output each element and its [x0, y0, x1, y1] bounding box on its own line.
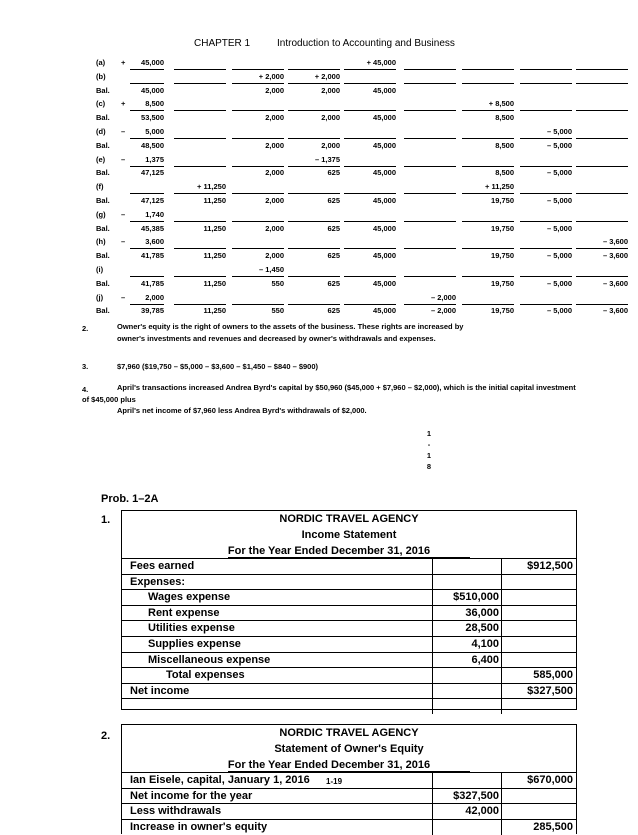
ledger-cell: [520, 293, 572, 305]
ledger-cell: 47,125: [141, 196, 164, 205]
ledger-cell: [462, 86, 514, 97]
ledger-cell: [520, 58, 572, 70]
problem-title: Prob. 1–2A: [101, 493, 159, 505]
ledger-cell: – 3,600: [602, 278, 628, 288]
page-marker-char: -: [427, 440, 431, 449]
ledger-row-label: (j): [96, 292, 104, 302]
ledger-cell: 2,000: [265, 113, 284, 123]
ledger-cell: 39,785: [141, 306, 164, 316]
ledger-cell: – 1,450: [232, 265, 284, 277]
ledger-cell: 8,500: [495, 140, 514, 150]
ledger-cell: 19,750: [491, 196, 514, 205]
ledger-cell: [404, 168, 456, 179]
ledger-cell: 3,600: [130, 237, 164, 249]
statement-row-label: Total expenses: [166, 669, 245, 682]
ledger-row-label: Bal.: [96, 140, 110, 150]
ledger-cell: [174, 237, 226, 249]
ledger-row-label: (b): [96, 71, 106, 81]
ledger-cell: [576, 210, 628, 222]
income-statement-number: 1.: [101, 514, 111, 526]
ledger-cell: [344, 155, 396, 167]
statement-amount-column-2: [501, 637, 576, 652]
statement-amount-column-2: [501, 575, 576, 590]
note-4-number: 4.: [82, 385, 89, 394]
note-4-text-a: April's transactions increased Andrea Byrd's capital by $50,960 ($45,000 + $7,960 – $2,000), which is the initial capital investment of $45,000 plus: [82, 383, 576, 404]
ledger-cell: + 8,500: [462, 99, 514, 111]
statement-amount-column-1: [432, 684, 502, 699]
ledger-cell: – 5,000: [546, 251, 572, 261]
ledger-row-sign: +: [121, 99, 126, 109]
ledger-cell: [174, 72, 226, 84]
ledger-cell: 1,740: [130, 210, 164, 222]
ledger-cell: [174, 86, 226, 97]
ledger-cell: [174, 265, 226, 277]
ledger-row-sign: –: [121, 209, 126, 219]
ledger-cell: 2,000: [265, 140, 284, 150]
owners-equity-period: [122, 759, 576, 771]
ledger-cell: 45,000: [373, 168, 396, 178]
ledger-cell: [404, 237, 456, 249]
ledger-row-sign: –: [121, 154, 126, 164]
ledger-cell: [130, 265, 164, 277]
statement-amount-column-2: [501, 590, 576, 605]
statement-amount-column-2: [501, 559, 576, 574]
statement-total: 285,500: [533, 820, 573, 833]
ledger-cell: [520, 182, 572, 194]
statement-row-label: Net income for the year: [130, 789, 253, 802]
statement-row-label: Utilities expense: [148, 622, 235, 635]
statement-amount-column-2: [501, 804, 576, 819]
statement-total: $912,500: [527, 560, 573, 572]
statement-amount-column-2: [501, 699, 576, 714]
ledger-cell: [520, 86, 572, 97]
ledger-cell: – 1,375: [288, 155, 340, 167]
ledger-cell: [174, 99, 226, 111]
ledger-cell: – 5,000: [546, 223, 572, 233]
note-3-number: 3.: [82, 362, 89, 371]
ledger-cell: – 3,600: [602, 306, 628, 316]
ledger-cell: [174, 293, 226, 305]
statement-amount: 4,100: [471, 638, 499, 650]
ledger-cell: [576, 113, 628, 124]
ledger-cell: 45,000: [373, 306, 396, 316]
ledger-cell: 11,250: [203, 251, 226, 261]
ledger-cell: [174, 168, 226, 179]
ledger-row-label: Bal.: [96, 223, 110, 233]
ledger-cell: 19,750: [491, 306, 514, 316]
ledger-cell: 550: [271, 306, 284, 316]
ledger-cell: + 11,250: [174, 182, 226, 194]
ledger-cell: 45,000: [373, 251, 396, 261]
ledger-cell: 625: [327, 223, 340, 233]
ledger-cell: [576, 168, 628, 179]
ledger-cell: 2,000: [265, 251, 284, 261]
page-marker-char: 1: [426, 451, 432, 460]
note-3-text: $7,960 ($19,750 – $5,000 – $3,600 – $1,450 – $840 – $900): [117, 362, 319, 371]
ledger-cell: – 5,000: [520, 127, 572, 139]
statement-row: [122, 589, 576, 605]
statement-amount-column-1: [432, 804, 502, 819]
owners-equity-statement: [121, 724, 577, 834]
ledger-cell: [174, 113, 226, 124]
statement-total: $670,000: [527, 774, 573, 786]
note-2-text: Owner's equity is the right of owners to the assets of the business. These rights are increased by owner's investments and revenues and decreased by owner's withdrawals and expenses.: [117, 322, 464, 343]
ledger-row-label: Bal.: [96, 168, 110, 178]
ledger-cell: [344, 72, 396, 84]
statement-amount-column-1: [432, 559, 502, 574]
ledger-cell: [576, 224, 628, 235]
statement-amount-column-1: [432, 820, 502, 835]
ledger-row-sign: +: [121, 58, 126, 67]
ledger-cell: – 5,000: [546, 278, 572, 288]
ledger-cell: 625: [327, 251, 340, 261]
ledger-cell: [404, 86, 456, 97]
statement-amount: 36,000: [465, 606, 499, 619]
statement-amount: 6,400: [471, 653, 499, 666]
ledger-cell: [288, 293, 340, 305]
ledger-cell: – 2,000: [404, 293, 456, 305]
ledger-cell: [520, 155, 572, 167]
statement-amount-column-1: [432, 653, 502, 668]
ledger-cell: [462, 210, 514, 222]
page-marker-char: 1: [426, 429, 432, 438]
income-statement-period-text: For the Year Ended December 31, 2016: [228, 545, 470, 558]
ledger-cell: [404, 113, 456, 124]
statement-row: [122, 683, 576, 699]
ledger-cell: [344, 99, 396, 111]
ledger-cell: 2,000: [321, 140, 340, 150]
ledger-cell: [404, 141, 456, 152]
ledger-cell: [344, 293, 396, 305]
ledger-row-label: (e): [96, 154, 106, 164]
statement-row: [122, 819, 576, 835]
ledger-cell: [576, 293, 628, 305]
ledger-cell: 2,000: [321, 113, 340, 123]
footer-page-number: 1-19: [326, 777, 343, 786]
statement-row: [122, 667, 576, 683]
owners-equity-period-text: For the Year Ended December 31, 2016: [228, 759, 470, 772]
chapter-label: CHAPTER 1: [194, 38, 251, 49]
ledger-cell: – 5,000: [546, 306, 572, 316]
statement-amount-column-1: [432, 789, 502, 804]
ledger-cell: 8,500: [495, 113, 514, 123]
ledger-cell: [576, 72, 628, 84]
statement-row-label: Rent expense: [148, 606, 220, 619]
statement-row-label: Increase in owner's equity: [130, 820, 268, 833]
ledger-cell: – 5,000: [546, 140, 572, 150]
statement-amount-column-2: [501, 668, 576, 683]
ledger-cell: – 5,000: [546, 196, 572, 205]
ledger-cell: [462, 155, 514, 167]
ledger-cell: [462, 127, 514, 139]
ledger-row-label: Bal.: [96, 306, 110, 316]
ledger-row-label: (g): [96, 209, 106, 219]
ledger-cell: [232, 58, 284, 70]
ledger-cell: 47,125: [141, 168, 164, 178]
ledger-cell: [576, 155, 628, 167]
ledger-cell: + 45,000: [344, 58, 396, 70]
statement-row-label: Ian Eisele, capital, January 1, 2016: [130, 774, 310, 786]
ledger-cell: 45,000: [141, 85, 164, 95]
ledger-row-sign: –: [121, 292, 126, 302]
statement-row-label: Miscellaneous expense: [148, 653, 271, 666]
statement-amount-column-1: [432, 637, 502, 652]
statement-total: $327,500: [527, 684, 573, 697]
ledger-cell: [232, 155, 284, 167]
ledger-cell: – 5,000: [546, 168, 572, 178]
ledger-cell: 2,000: [265, 196, 284, 205]
ledger-row-label: Bal.: [96, 196, 110, 205]
ledger-cell: 45,000: [373, 223, 396, 233]
statement-row: [122, 652, 576, 668]
ledger-cell: [288, 237, 340, 249]
statement-amount-column-1: [432, 575, 502, 590]
ledger-cell: + 2,000: [232, 72, 284, 84]
ledger-cell: 1,375: [130, 155, 164, 167]
ledger-cell: 48,500: [141, 140, 164, 150]
ledger-cell: [520, 113, 572, 124]
statement-row: [122, 636, 576, 652]
ledger-row-label: Bal.: [96, 278, 110, 288]
ledger-row-label: Bal.: [96, 251, 110, 261]
ledger-cell: [232, 237, 284, 249]
income-statement-company: NORDIC TRAVEL AGENCY: [279, 513, 419, 525]
statement-row: [122, 772, 576, 788]
ledger-cell: [232, 127, 284, 139]
ledger-row-label: (a): [96, 58, 106, 67]
ledger-row-sign: –: [121, 127, 126, 136]
ledger-cell: [576, 141, 628, 152]
ledger-row-sign: –: [121, 237, 126, 247]
statement-amount-column-2: [501, 653, 576, 668]
ledger-cell: [232, 293, 284, 305]
page-marker-char: 8: [426, 462, 432, 471]
ledger-row-label: Bal.: [96, 85, 110, 95]
statement-row: [122, 558, 576, 574]
note-4-text-b: April's net income of $7,960 less Andrea Byrd's withdrawals of $2,000.: [117, 406, 367, 415]
ledger-cell: [288, 58, 340, 70]
ledger-cell: [404, 182, 456, 194]
statement-row-label: Less withdrawals: [130, 805, 222, 818]
ledger-cell: [288, 210, 340, 222]
statement-amount-column-2: [501, 606, 576, 621]
ledger-cell: [404, 155, 456, 167]
ledger-cell: 11,250: [203, 278, 226, 288]
ledger-cell: 41,785: [141, 278, 164, 288]
ledger-cell: [520, 237, 572, 249]
ledger-cell: [520, 265, 572, 277]
ledger-cell: [576, 182, 628, 194]
ledger-cell: [130, 182, 164, 194]
ledger-cell: [462, 293, 514, 305]
ledger-cell: 625: [327, 168, 340, 178]
ledger-cell: 53,500: [141, 113, 164, 123]
ledger-row-label: (i): [96, 265, 104, 274]
ledger-cell: – 2,000: [430, 306, 456, 316]
ledger-cell: [576, 99, 628, 111]
statement-amount-column-1: [432, 773, 502, 788]
ledger-cell: 625: [327, 278, 340, 288]
statement-amount-column-2: [501, 621, 576, 636]
ledger-row-label: (d): [96, 127, 106, 136]
statement-row: [122, 620, 576, 636]
ledger-cell: [174, 58, 226, 70]
ledger-cell: 625: [327, 196, 340, 205]
statement-amount: 28,500: [465, 622, 499, 635]
ledger-row-label: (f): [96, 182, 104, 192]
statement-row-label: Expenses:: [130, 575, 186, 588]
ledger-cell: [130, 72, 164, 84]
ledger-cell: [344, 210, 396, 222]
ledger-cell: – 3,600: [602, 251, 628, 261]
ledger-cell: [462, 72, 514, 84]
statement-amount-column-1: [432, 699, 502, 714]
ledger-cell: 41,785: [141, 251, 164, 261]
ledger-cell: [174, 155, 226, 167]
ledger-cell: 2,000: [130, 293, 164, 305]
ledger-cell: [520, 210, 572, 222]
ledger-cell: [520, 72, 572, 84]
ledger-cell: [288, 182, 340, 194]
statement-amount-column-1: [432, 590, 502, 605]
ledger-cell: 11,250: [203, 223, 226, 233]
ledger-cell: 11,250: [203, 306, 226, 316]
ledger-cell: 2,000: [265, 168, 284, 178]
ledger-cell: [232, 182, 284, 194]
statement-amount: 42,000: [465, 805, 499, 818]
statement-row: [122, 605, 576, 621]
ledger-cell: [288, 127, 340, 139]
ledger-cell: [462, 265, 514, 277]
ledger-cell: [344, 127, 396, 139]
statement-row: [122, 574, 576, 590]
chapter-title: Introduction to Accounting and Business: [277, 38, 455, 49]
ledger-cell: 2,000: [321, 85, 340, 95]
statement-amount-column-1: [432, 606, 502, 621]
ledger-cell: [404, 127, 456, 139]
ledger-cell: [344, 265, 396, 277]
ledger-cell: [174, 210, 226, 222]
ledger-cell: 2,000: [265, 85, 284, 95]
ledger-cell: [576, 265, 628, 277]
ledger-cell: 45,385: [141, 223, 164, 233]
note-2-number: 2.: [82, 324, 89, 333]
statement-row: [122, 803, 576, 819]
ledger-cell: [576, 58, 628, 70]
ledger-cell: 45,000: [373, 278, 396, 288]
owners-equity-number: 2.: [101, 730, 111, 742]
ledger-cell: [462, 58, 514, 70]
ledger-cell: 19,750: [491, 223, 514, 233]
ledger-cell: 550: [271, 278, 284, 288]
ledger-cell: [174, 127, 226, 139]
statement-amount-column-2: [501, 773, 576, 788]
ledger-cell: + 2,000: [288, 72, 340, 84]
ledger-cell: [404, 196, 456, 207]
ledger-cell: 45,000: [373, 85, 396, 95]
ledger-cell: [404, 72, 456, 84]
ledger-cell: [462, 237, 514, 249]
ledger-cell: + 11,250: [462, 182, 514, 194]
ledger-cell: [404, 99, 456, 111]
ledger-cell: [344, 182, 396, 194]
statement-row-label: Net income: [130, 684, 190, 697]
statement-row-label: Wages expense: [148, 591, 231, 604]
ledger-cell: [232, 210, 284, 222]
statement-amount-column-2: [501, 820, 576, 835]
ledger-cell: 5,000: [130, 127, 164, 139]
ledger-cell: [576, 196, 628, 207]
ledger-cell: [576, 86, 628, 97]
ledger-row-label: (h): [96, 237, 106, 247]
ledger-cell: [404, 265, 456, 277]
statement-amount: $327,500: [453, 789, 499, 802]
ledger-cell: [404, 210, 456, 222]
owners-equity-title: Statement of Owner's Equity: [274, 743, 424, 755]
ledger-cell: 625: [327, 306, 340, 316]
ledger-cell: 2,000: [265, 223, 284, 233]
ledger-cell: [174, 141, 226, 152]
ledger-cell: [520, 99, 572, 111]
income-statement: [121, 510, 577, 710]
income-statement-period: [122, 545, 576, 557]
owners-equity-company: NORDIC TRAVEL AGENCY: [279, 727, 419, 739]
statement-row: [122, 788, 576, 804]
ledger-cell: [232, 99, 284, 111]
ledger-cell: [288, 265, 340, 277]
statement-row-label: Supplies expense: [148, 638, 241, 650]
statement-amount-column-1: [432, 668, 502, 683]
statement-amount-column-2: [501, 789, 576, 804]
ledger-row-label: (c): [96, 99, 106, 109]
ledger-cell: [404, 58, 456, 70]
statement-amount-column-2: [501, 684, 576, 699]
ledger-cell: [576, 127, 628, 139]
ledger-cell: 19,750: [491, 251, 514, 261]
ledger-cell: 45,000: [373, 113, 396, 123]
ledger-cell: [404, 279, 456, 290]
ledger-cell: [404, 224, 456, 235]
statement-total: 585,000: [533, 669, 573, 682]
ledger-cell: 19,750: [491, 278, 514, 288]
statement-amount-column-1: [432, 621, 502, 636]
ledger-cell: 8,500: [130, 99, 164, 111]
ledger-cell: [344, 237, 396, 249]
ledger-cell: 8,500: [495, 168, 514, 178]
ledger-cell: 45,000: [373, 196, 396, 205]
income-statement-title: Income Statement: [301, 529, 397, 541]
ledger-cell: 45,000: [130, 58, 164, 70]
statement-row-label: Fees earned: [130, 560, 195, 572]
page-marker: [425, 428, 433, 472]
ledger-cell: – 3,600: [576, 237, 628, 249]
ledger-row-label: Bal.: [96, 113, 110, 123]
ledger-cell: 45,000: [373, 140, 396, 150]
ledger-cell: 11,250: [203, 196, 226, 205]
ledger-cell: [404, 251, 456, 262]
statement-row: [122, 698, 576, 714]
statement-amount: $510,000: [453, 591, 499, 604]
ledger-cell: [288, 99, 340, 111]
